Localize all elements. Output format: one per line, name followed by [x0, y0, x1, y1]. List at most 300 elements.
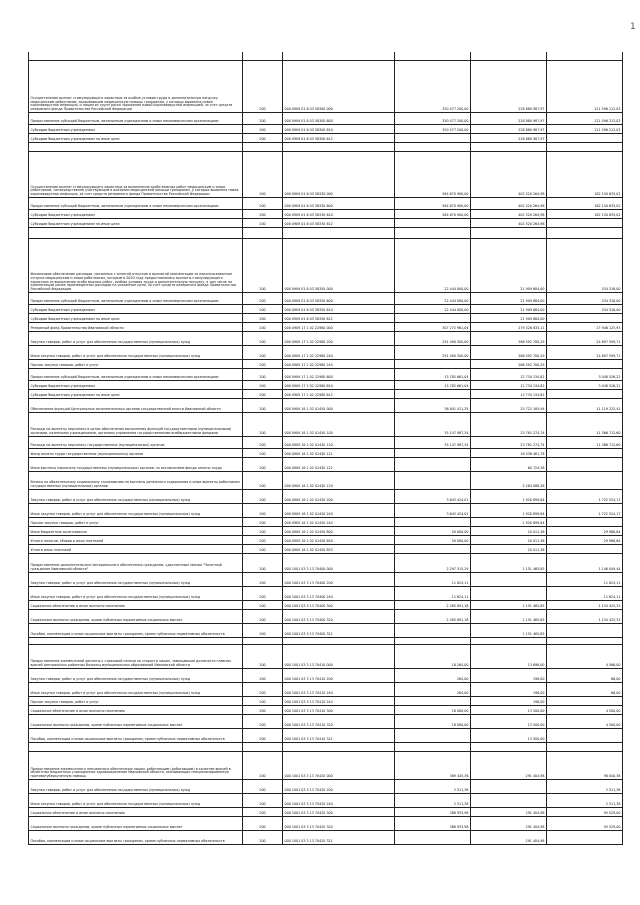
unexecuted-amount: 4 566,00 — [547, 645, 623, 669]
spacer-cell — [471, 52, 547, 61]
unexecuted-amount: 4 500,00 — [547, 706, 623, 715]
executed-amount: 1 151 465,85 — [471, 624, 547, 638]
spacer-cell — [283, 143, 395, 152]
approved-amount — [395, 831, 471, 845]
classification-code: 000 1001 03 3 13 70410 200 — [283, 669, 395, 683]
classification-code: 000 0909 18 1 02 01450 850 — [283, 536, 395, 545]
approved-amount: 3 643 424,01 — [395, 490, 471, 504]
classification-code: 000 0909 17 1 02 22980 610 — [283, 381, 395, 390]
unexecuted-amount: 4 500,00 — [547, 715, 623, 729]
approved-amount — [395, 449, 471, 458]
row-label: Предоставление субсидий бюджетным, автономным учреждениям и иным некоммерческим организациям — [29, 369, 243, 381]
executed-amount: 1 920 899,84 — [471, 518, 547, 527]
table-row — [29, 437, 623, 449]
table-row — [29, 527, 623, 536]
approved-amount: 18 000,00 — [395, 706, 471, 715]
classification-code: 000 0909 17 1 02 22980 612 — [283, 390, 395, 399]
spacer-cell — [547, 743, 623, 752]
row-label: Социальные выплаты гражданам, кроме публичных нормативных социальных выплат — [29, 817, 243, 831]
unexecuted-amount: 95 529,00 — [547, 808, 623, 817]
admin-code: 200 — [243, 472, 283, 490]
executed-amount: 228 880 987,97 — [471, 125, 547, 134]
table-row — [29, 198, 623, 210]
spacer-cell — [395, 52, 471, 61]
table-row — [29, 134, 623, 143]
classification-code: 000 1001 03 3 13 70410 240 — [283, 683, 395, 697]
table-row — [29, 645, 623, 669]
admin-code: 200 — [243, 458, 283, 472]
admin-code: 200 — [243, 134, 283, 143]
spacer-cell — [29, 228, 243, 239]
classification-code: 000 1001 03 3 13 70400 321 — [283, 624, 395, 638]
spacer-cell — [395, 228, 471, 239]
executed-amount: 1 151 465,85 — [471, 610, 547, 624]
admin-code: 200 — [243, 219, 283, 228]
classification-code: 000 1001 03 3 13 70420 200 — [283, 780, 395, 794]
spacer-cell — [471, 743, 547, 752]
approved-amount: 264,00 — [395, 669, 471, 683]
admin-code: 200 — [243, 545, 283, 554]
unexecuted-amount: 11 366 712,60 — [547, 437, 623, 449]
table-row — [29, 794, 623, 808]
row-label: Субсидии бюджетным учреждениям — [29, 210, 243, 219]
budget-execution-table — [28, 52, 623, 845]
row-label: Пособия, компенсации и иные социальные выплаты гражданам, кроме публичных нормативных обязательств — [29, 729, 243, 743]
table-row — [29, 314, 623, 323]
approved-amount — [395, 518, 471, 527]
approved-amount: 350 477 200,00 — [395, 61, 471, 113]
admin-code: 200 — [243, 697, 283, 706]
spacer-cell — [243, 638, 283, 645]
unexecuted-amount: 27 946 125,93 — [547, 323, 623, 332]
row-label: Уплата налогов, сборов и иных платежей — [29, 536, 243, 545]
table-row — [29, 332, 623, 346]
row-label: Уплата иных платежей — [29, 545, 243, 554]
table-row — [29, 219, 623, 228]
approved-amount: 350 477 200,00 — [395, 113, 471, 125]
row-label: Иные закупки товаров, работ и услуг для обеспечения государственных (муниципальных) нужд — [29, 794, 243, 808]
unexecuted-amount: 121 596 212,03 — [547, 125, 623, 134]
unexecuted-amount — [547, 697, 623, 706]
row-label: Прочая закупка товаров, работ и услуг — [29, 360, 243, 369]
row-label: Субсидии бюджетным учреждениям на иные цели — [29, 134, 243, 143]
classification-code: 000 1001 03 3 13 70410 321 — [283, 729, 395, 743]
unexecuted-amount: 1 134 425,33 — [547, 610, 623, 624]
executed-amount: 1 920 899,84 — [471, 504, 547, 518]
spacer-cell — [471, 143, 547, 152]
unexecuted-amount: 24 897 599,71 — [547, 332, 623, 346]
admin-code: 200 — [243, 518, 283, 527]
classification-code: 000 0909 18 1 02 01450 244 — [283, 518, 395, 527]
table-row — [29, 554, 623, 573]
row-spacer — [29, 638, 623, 645]
unexecuted-amount: 534 316,00 — [547, 239, 623, 293]
approved-amount — [395, 360, 471, 369]
spacer-cell — [471, 638, 547, 645]
classification-code: 000 0909 18 1 02 01450 120 — [283, 437, 395, 449]
unexecuted-amount: 11 624,11 — [547, 587, 623, 601]
row-label: Пособия, компенсации и иные социальные выплаты гражданам, кроме публичных нормативных обязательств — [29, 624, 243, 638]
classification-code: 000 0909 18 1 02 01450 100 — [283, 413, 395, 437]
classification-code: 000 1001 03 3 13 70400 000 — [283, 554, 395, 573]
executed-amount: 1 151 465,85 — [471, 554, 547, 573]
admin-code: 200 — [243, 683, 283, 697]
unexecuted-amount — [547, 472, 623, 490]
row-label: Осуществление выплат стимулирующего характера за особые условия труда и дополнительную нагрузку медицинским работникам, оказывающим медицинскую помощь гражданам, у которых выявлена новая коронавирусная инфекция, и лицам из групп риска заражения новой коронавирусной инфекцией, за счет средств резервного фонда Правительства Российской Федерации — [29, 61, 243, 113]
approved-amount: 35 147 987,34 — [395, 437, 471, 449]
spacer-cell — [395, 743, 471, 752]
row-label: Расходы на выплаты персоналу в целях обеспечения выполнения функций государственными (муниципальными) органами, казенными учреждениями, органами управления государственными внебюджетными фондами — [29, 413, 243, 437]
executed-amount: 20 011,36 — [471, 527, 547, 536]
row-label: Фонд оплаты труда государственных (муниципальных) органов — [29, 449, 243, 458]
approved-amount: 2 511,38 — [395, 794, 471, 808]
approved-amount — [395, 134, 471, 143]
table-row — [29, 369, 623, 381]
row-label: Социальные выплаты гражданам, кроме публичных нормативных социальных выплат — [29, 610, 243, 624]
approved-amount — [395, 219, 471, 228]
classification-code: 000 0909 01 6 03 58350 610 — [283, 305, 395, 314]
table-row — [29, 504, 623, 518]
row-label: Закупка товаров, работ и услуг для обеспечения государственных (муниципальных) нужд — [29, 332, 243, 346]
unexecuted-amount: 95 529,00 — [547, 817, 623, 831]
table-row — [29, 323, 623, 332]
table-row — [29, 601, 623, 610]
executed-amount: 60 724,38 — [471, 458, 547, 472]
table-row — [29, 587, 623, 601]
executed-amount: 23 781 274,74 — [471, 437, 547, 449]
approved-amount: 50 000,00 — [395, 527, 471, 536]
unexecuted-amount: 11 624,11 — [547, 573, 623, 587]
executed-amount: 266 592 700,29 — [471, 346, 547, 360]
table-row — [29, 831, 623, 845]
row-label: Предоставление субсидий бюджетным, автономным учреждениям и иным некоммерческим организациям — [29, 113, 243, 125]
row-label: Субсидии бюджетным учреждениям — [29, 305, 243, 314]
unexecuted-amount: 534 316,00 — [547, 293, 623, 305]
admin-code: 200 — [243, 210, 283, 219]
table-row — [29, 490, 623, 504]
row-label: Предоставление ежемесячной доплаты к страховой пенсии по старости лицам, замещавшим должности главных врачей центральных районных больниц муниципальных образований Ивановской области — [29, 645, 243, 669]
row-label: Предоставление ежемесячного пенсионного обеспечения лицам, работающим (работавшим) в качестве врачей в областных бюджетных учреждениях здравоохранения Ивановской области, оказывающих специализированную противотуберкулезную помощь — [29, 752, 243, 780]
approved-amount: 15 782 661,04 — [395, 369, 471, 381]
unexecuted-amount: 121 596 212,03 — [547, 113, 623, 125]
admin-code: 200 — [243, 360, 283, 369]
classification-code: 000 1001 03 3 13 70400 300 — [283, 601, 395, 610]
approved-amount: 584 670 900,00 — [395, 210, 471, 219]
admin-code: 200 — [243, 346, 283, 360]
executed-amount: 402 520 264,98 — [471, 219, 547, 228]
page-edge-mark: 1 — [630, 22, 636, 32]
admin-code: 200 — [243, 808, 283, 817]
classification-code: 000 0909 18 1 02 01450 853 — [283, 545, 395, 554]
table-row — [29, 545, 623, 554]
approved-amount: 386 933,98 — [395, 808, 471, 817]
unexecuted-amount — [547, 314, 623, 323]
spacer-cell — [243, 228, 283, 239]
unexecuted-amount: 1 722 524,17 — [547, 490, 623, 504]
admin-code: 200 — [243, 449, 283, 458]
unexecuted-amount — [547, 518, 623, 527]
unexecuted-amount: 3 048 526,22 — [547, 369, 623, 381]
approved-amount: 584 670 900,00 — [395, 152, 471, 198]
row-spacer — [29, 228, 623, 239]
approved-amount — [395, 390, 471, 399]
executed-amount — [471, 587, 547, 601]
executed-amount — [471, 794, 547, 808]
row-label: Иные бюджетные ассигнования — [29, 527, 243, 536]
admin-code: 200 — [243, 490, 283, 504]
admin-code: 200 — [243, 113, 283, 125]
table-row — [29, 381, 623, 390]
classification-code: 000 0909 01 6 03 58300 000 — [283, 61, 395, 113]
spacer-cell — [29, 638, 243, 645]
approved-amount: 307 272 961,04 — [395, 323, 471, 332]
row-label: Предоставление дополнительного материального обеспечения гражданам, удостоенным звания "Почетный гражданин Ивановской области" — [29, 554, 243, 573]
approved-amount: 35 147 987,34 — [395, 413, 471, 437]
row-label: Закупка товаров, работ и услуг для обеспечения государственных (муниципальных) нужд — [29, 780, 243, 794]
approved-amount: 22 444 000,00 — [395, 293, 471, 305]
executed-amount: 23 781 274,74 — [471, 413, 547, 437]
admin-code: 200 — [243, 413, 283, 437]
classification-code: 000 0909 17 1 02 22980 200 — [283, 332, 395, 346]
classification-code: 000 0909 01 6 03 58350 600 — [283, 293, 395, 305]
row-label: Социальное обеспечение и иные выплаты населению — [29, 808, 243, 817]
approved-amount: 264,00 — [395, 683, 471, 697]
admin-code: 200 — [243, 61, 283, 113]
admin-code: 200 — [243, 332, 283, 346]
admin-code: 200 — [243, 399, 283, 413]
row-label: Иные закупки товаров, работ и услуг для обеспечения государственных (муниципальных) нужд — [29, 683, 243, 697]
executed-amount — [471, 573, 547, 587]
table-row — [29, 125, 623, 134]
row-label: Закупка товаров, работ и услуг для обеспечения государственных (муниципальных) нужд — [29, 669, 243, 683]
classification-code: 000 0909 01 6 03 58350 000 — [283, 239, 395, 293]
unexecuted-amount: 534 316,00 — [547, 305, 623, 314]
row-label: Социальные выплаты гражданам, кроме публичных нормативных социальных выплат — [29, 715, 243, 729]
executed-amount: 13 698,00 — [471, 645, 547, 669]
spacer-cell — [29, 143, 243, 152]
approved-amount: 350 477 200,00 — [395, 125, 471, 134]
executed-amount: 291 404,98 — [471, 752, 547, 780]
executed-amount: 25 722 185,94 — [471, 399, 547, 413]
admin-code: 200 — [243, 601, 283, 610]
executed-amount: 228 880 987,97 — [471, 61, 547, 113]
row-label: Субсидии бюджетным учреждениям на иные цели — [29, 314, 243, 323]
row-label: Иные закупки товаров, работ и услуг для обеспечения государственных (муниципальных) нужд — [29, 346, 243, 360]
admin-code: 200 — [243, 610, 283, 624]
unexecuted-amount — [547, 219, 623, 228]
table-row — [29, 210, 623, 219]
classification-code: 000 1001 03 3 13 70410 000 — [283, 645, 395, 669]
classification-code: 000 0909 18 1 02 01450 240 — [283, 504, 395, 518]
classification-code: 000 1001 03 3 13 70400 240 — [283, 587, 395, 601]
admin-code: 200 — [243, 390, 283, 399]
unexecuted-amount — [547, 729, 623, 743]
table-row — [29, 624, 623, 638]
unexecuted-amount: 182 150 635,02 — [547, 198, 623, 210]
unexecuted-amount: 66,00 — [547, 669, 623, 683]
unexecuted-amount — [547, 831, 623, 845]
executed-amount: 402 520 264,98 — [471, 198, 547, 210]
unexecuted-amount: 2 511,38 — [547, 780, 623, 794]
executed-amount: 228 880 987,97 — [471, 134, 547, 143]
classification-code: 000 0909 18 1 02 01450 129 — [283, 472, 395, 490]
table-row — [29, 390, 623, 399]
classification-code: 000 0909 01 6 03 58330 600 — [283, 198, 395, 210]
spacer-cell — [283, 638, 395, 645]
unexecuted-amount — [547, 360, 623, 369]
approved-amount — [395, 697, 471, 706]
row-label: Финансовое обеспечение расходов, связанных с оплатой отпусков и выплатой компенсации за неиспользованные отпуска медицинским и иным работникам, которым в 2020 году предоставлялись выплаты стимулирующего характера за выполнение особо важных работ, особые условия труда и дополнительную нагрузку, в том числе на компенсацию ранее произведенных расходов на указанные цели, за счет средств резервного фонда Правительства Российской Федерации — [29, 239, 243, 293]
executed-amount: 12 734 134,82 — [471, 390, 547, 399]
row-spacer — [29, 743, 623, 752]
admin-code: 200 — [243, 323, 283, 332]
table-row — [29, 683, 623, 697]
approved-amount: 11 624,11 — [395, 573, 471, 587]
unexecuted-amount: 1 722 524,17 — [547, 504, 623, 518]
executed-amount: 21 909 684,00 — [471, 314, 547, 323]
unexecuted-amount: 182 150 635,02 — [547, 152, 623, 198]
row-label: Взносы по обязательному социальному страхованию на выплаты денежного содержания и иные выплаты работникам государственных (муниципальных) органов — [29, 472, 243, 490]
classification-code: 000 1001 03 3 13 70400 320 — [283, 610, 395, 624]
executed-amount: 12 734 134,82 — [471, 381, 547, 390]
admin-code: 200 — [243, 794, 283, 808]
approved-amount — [395, 545, 471, 554]
row-label: Предоставление субсидий бюджетным, автономным учреждениям и иным некоммерческим организациям — [29, 293, 243, 305]
executed-amount: 12 734 134,82 — [471, 369, 547, 381]
row-label: Прочая закупка товаров, работ и услуг — [29, 697, 243, 706]
executed-amount: 198,00 — [471, 669, 547, 683]
table-row — [29, 610, 623, 624]
table-row — [29, 399, 623, 413]
unexecuted-amount — [547, 449, 623, 458]
unexecuted-amount — [547, 624, 623, 638]
classification-code: 000 0909 18 1 02 01450 800 — [283, 527, 395, 536]
approved-amount: 50 000,00 — [395, 536, 471, 545]
admin-code: 200 — [243, 645, 283, 669]
classification-code: 000 0909 17 1 02 22980 600 — [283, 369, 395, 381]
unexecuted-amount — [547, 134, 623, 143]
executed-amount: 21 909 684,00 — [471, 239, 547, 293]
spacer-cell — [547, 638, 623, 645]
unexecuted-amount: 66,00 — [547, 683, 623, 697]
executed-amount — [471, 780, 547, 794]
approved-amount: 386 933,98 — [395, 817, 471, 831]
classification-code: 000 0909 18 1 02 01450 200 — [283, 490, 395, 504]
approved-amount: 2 285 891,18 — [395, 610, 471, 624]
table-row — [29, 472, 623, 490]
spacer-cell — [283, 228, 395, 239]
row-label: Закупка товаров, работ и услуг для обеспечения государственных (муниципальных) нужд — [29, 573, 243, 587]
approved-amount: 18 264,00 — [395, 645, 471, 669]
executed-amount: 20 011,36 — [471, 536, 547, 545]
unexecuted-amount: 11 119 225,41 — [547, 399, 623, 413]
classification-code: 000 0909 01 6 03 58330 612 — [283, 219, 395, 228]
unexecuted-amount: 24 897 599,71 — [547, 346, 623, 360]
classification-code: 000 1001 03 3 13 70410 300 — [283, 706, 395, 715]
admin-code: 200 — [243, 381, 283, 390]
spacer-cell — [471, 228, 547, 239]
classification-code: 000 1001 03 3 13 70420 300 — [283, 808, 395, 817]
executed-amount: 291 404,98 — [471, 808, 547, 817]
unexecuted-amount: 2 511,38 — [547, 794, 623, 808]
unexecuted-amount: 182 150 635,02 — [547, 210, 623, 219]
spacer-cell — [283, 743, 395, 752]
approved-amount — [395, 624, 471, 638]
executed-amount: 198,00 — [471, 697, 547, 706]
unexecuted-amount: 121 596 212,03 — [547, 61, 623, 113]
classification-code: 000 1001 03 3 13 70410 320 — [283, 715, 395, 729]
unexecuted-amount — [547, 458, 623, 472]
spacer-cell — [243, 743, 283, 752]
row-label: Социальное обеспечение и иные выплаты населению — [29, 601, 243, 610]
table-row — [29, 573, 623, 587]
approved-amount: 291 490 300,00 — [395, 346, 471, 360]
table-row — [29, 715, 623, 729]
spacer-cell — [395, 143, 471, 152]
unexecuted-amount: 29 988,64 — [547, 527, 623, 536]
table-row — [29, 305, 623, 314]
approved-amount: 2 297 515,29 — [395, 554, 471, 573]
unexecuted-amount: 1 146 049,44 — [547, 554, 623, 573]
admin-code: 200 — [243, 554, 283, 573]
approved-amount — [395, 729, 471, 743]
table-row — [29, 752, 623, 780]
executed-amount: 402 520 264,98 — [471, 152, 547, 198]
admin-code: 200 — [243, 624, 283, 638]
classification-code: 000 0909 17 1 02 22980 240 — [283, 346, 395, 360]
classification-code: 000 0909 18 1 02 01450 121 — [283, 449, 395, 458]
table-row — [29, 293, 623, 305]
row-label: Резервный фонд Правительства Ивановской области — [29, 323, 243, 332]
unexecuted-amount: 1 134 425,33 — [547, 601, 623, 610]
table-row — [29, 706, 623, 715]
table-row — [29, 808, 623, 817]
row-label: Прочая закупка товаров, работ и услуг — [29, 518, 243, 527]
admin-code: 200 — [243, 314, 283, 323]
row-label: Расходы на выплаты персоналу государственных (муниципальных) органов — [29, 437, 243, 449]
table-row — [29, 152, 623, 198]
row-label: Пособия, компенсации и иные социальные выплаты гражданам, кроме публичных нормативных обязательств — [29, 831, 243, 845]
executed-amount: 13 500,00 — [471, 715, 547, 729]
classification-code: 000 0909 17 1 02 22980 244 — [283, 360, 395, 369]
approved-amount: 18 000,00 — [395, 715, 471, 729]
table-row — [29, 113, 623, 125]
table-row — [29, 669, 623, 683]
executed-amount: 21 909 684,00 — [471, 293, 547, 305]
admin-code: 200 — [243, 573, 283, 587]
table-body — [29, 52, 623, 845]
admin-code: 200 — [243, 669, 283, 683]
admin-code: 200 — [243, 152, 283, 198]
row-label: Субсидии бюджетным учреждениям — [29, 381, 243, 390]
table-row — [29, 697, 623, 706]
table-row — [29, 780, 623, 794]
approved-amount — [395, 472, 471, 490]
unexecuted-amount — [547, 390, 623, 399]
approved-amount: 2 285 891,18 — [395, 601, 471, 610]
row-label: Субсидии бюджетным учреждениям на иные цели — [29, 219, 243, 228]
row-spacer — [29, 143, 623, 152]
admin-code: 200 — [243, 293, 283, 305]
executed-amount: 1 920 899,84 — [471, 490, 547, 504]
classification-code: 000 1001 03 3 13 70420 240 — [283, 794, 395, 808]
admin-code: 200 — [243, 239, 283, 293]
spacer-cell — [29, 743, 243, 752]
unexecuted-amount: 98 040,38 — [547, 752, 623, 780]
approved-amount: 36 841 411,35 — [395, 399, 471, 413]
classification-code: 000 0909 17 1 02 22980 000 — [283, 323, 395, 332]
classification-code: 000 0909 01 6 03 58330 000 — [283, 152, 395, 198]
